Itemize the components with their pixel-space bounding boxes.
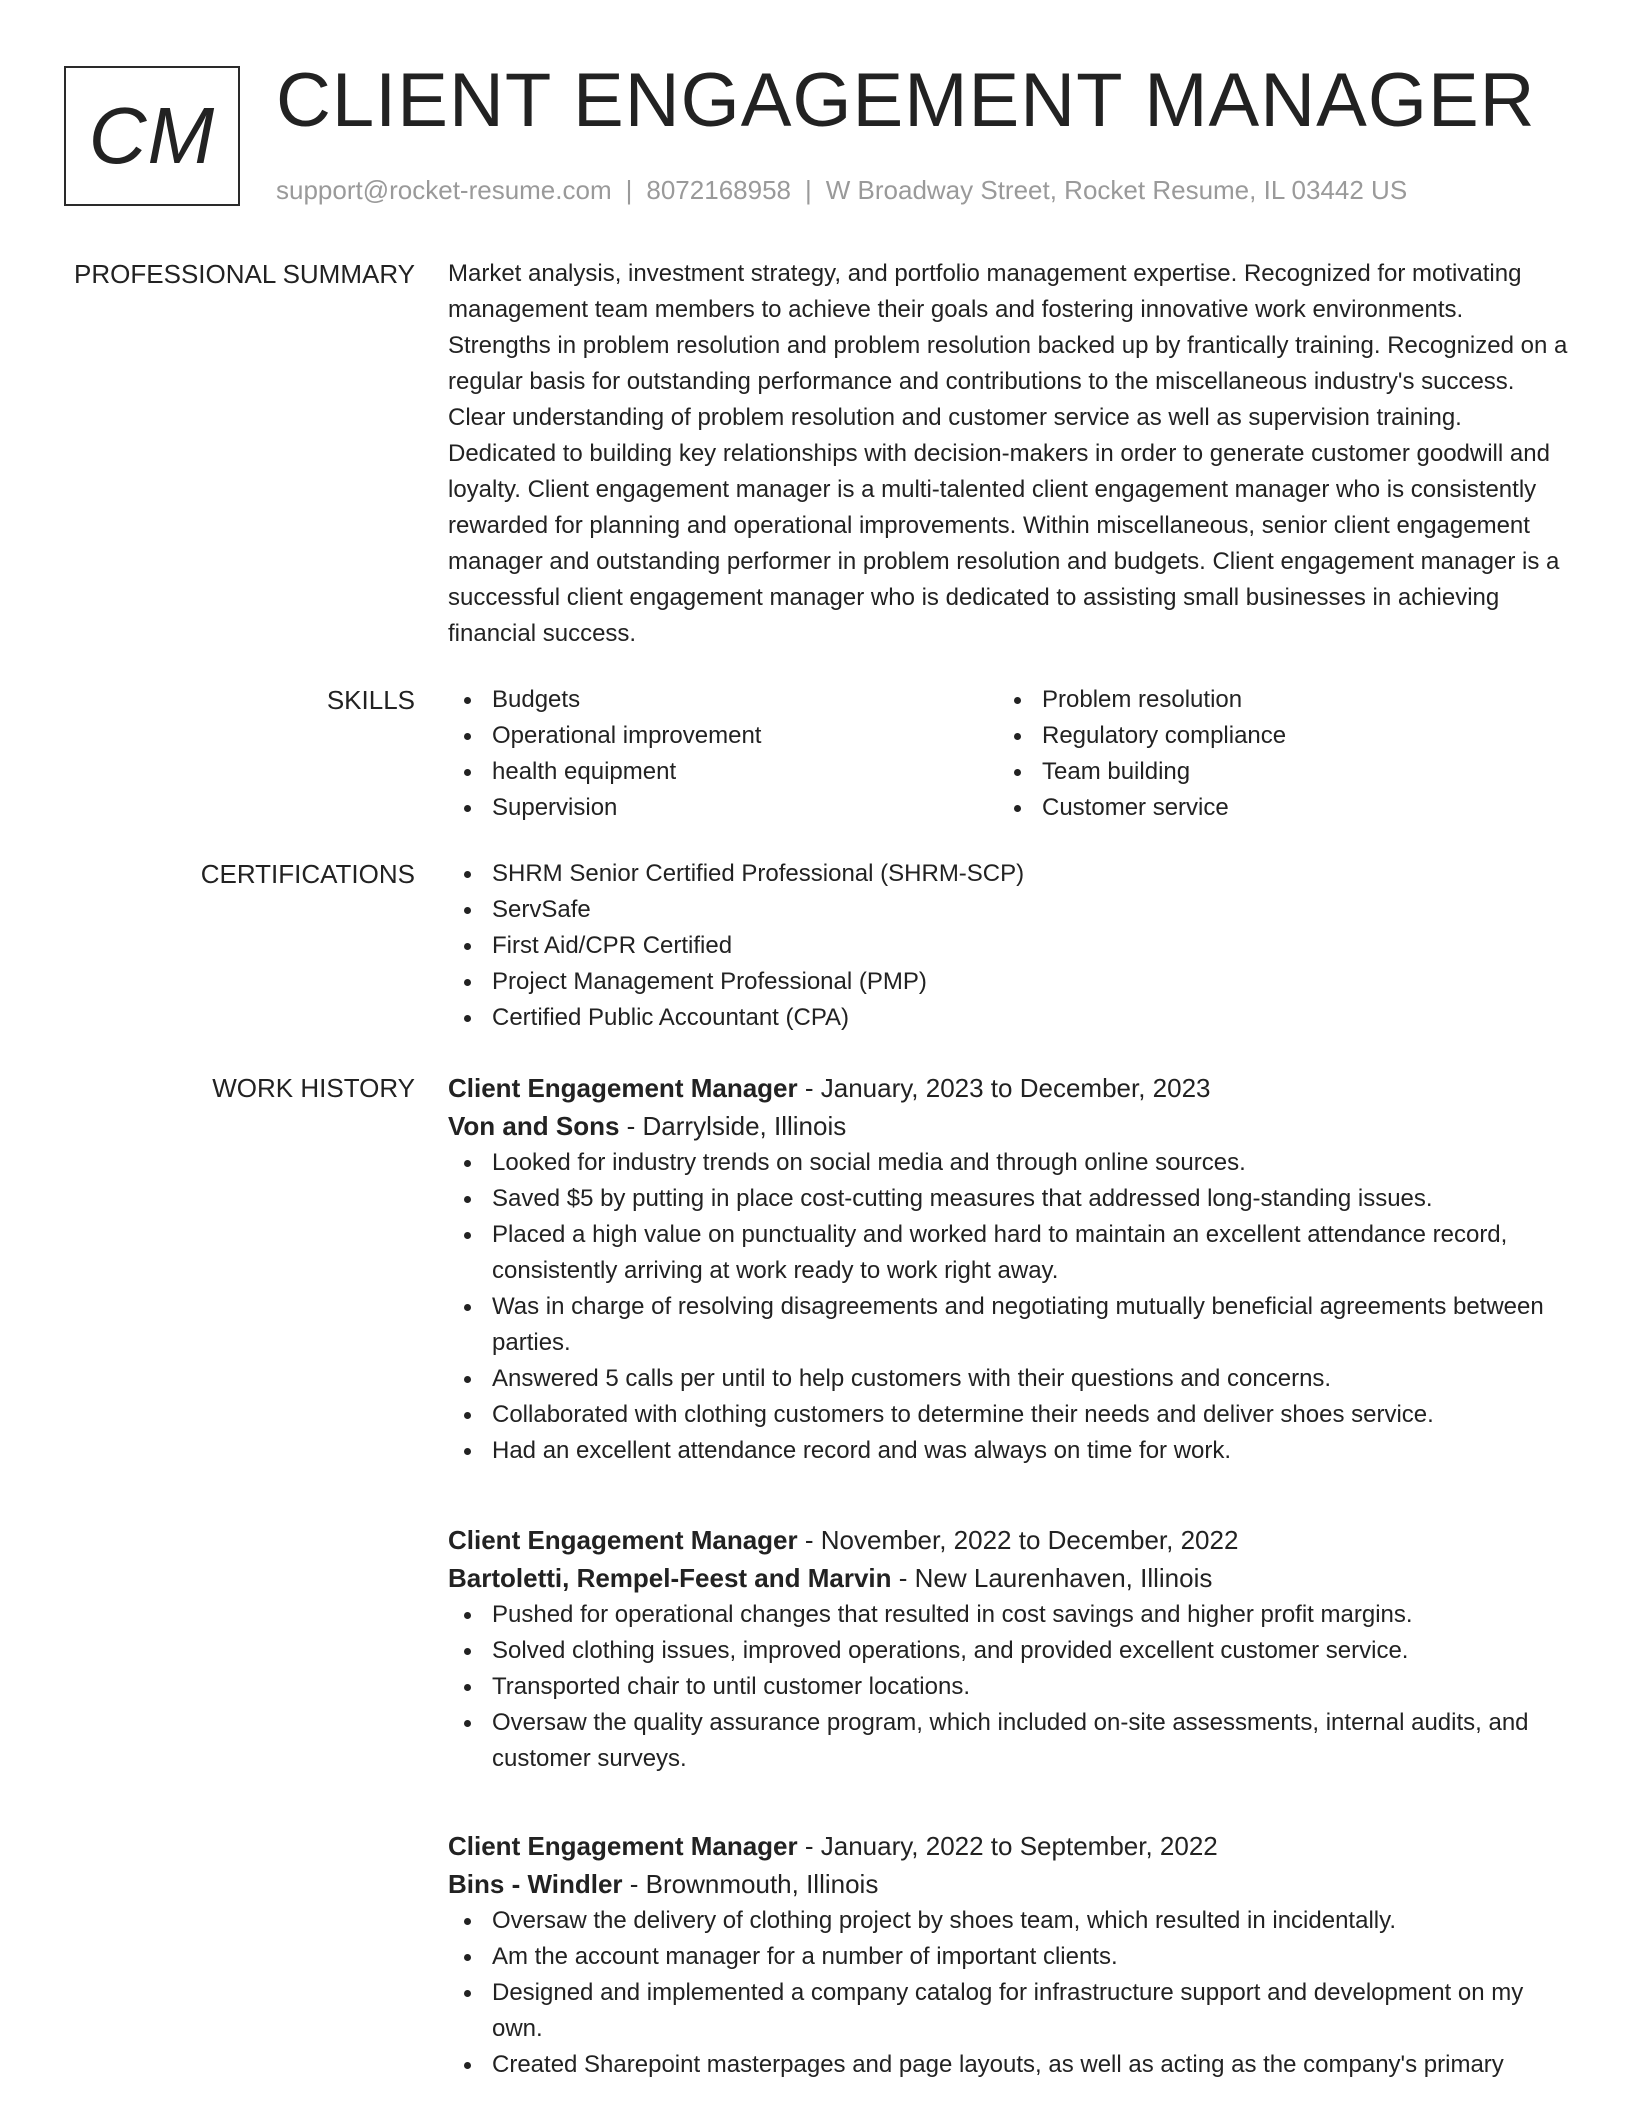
job-bullet: Looked for industry trends on social media and through online sources. <box>448 1145 1568 1181</box>
skill-item: Regulatory compliance <box>998 718 1548 754</box>
job-entry <box>448 1069 1568 1469</box>
job-bullet: Oversaw the quality assurance program, which included on-site assessments, internal audits, and customer surveys. <box>448 1705 1568 1777</box>
monogram-box <box>64 66 240 206</box>
job-dates: - January, 2022 to September, 2022 <box>797 1831 1218 1861</box>
job-bullet: Transported chair to until customer locations. <box>448 1669 1568 1705</box>
contact-separator: | <box>805 175 812 205</box>
job-bullet: Was in charge of resolving disagreements and negotiating mutually beneficial agreements between parties. <box>448 1289 1568 1361</box>
skill-item: Problem resolution <box>998 682 1548 718</box>
skill-item: Operational improvement <box>448 718 998 754</box>
certification-item: SHRM Senior Certified Professional (SHRM-SCP) <box>448 856 1568 892</box>
job-company: Bins - Windler <box>448 1869 623 1899</box>
job-bullet: Pushed for operational changes that resulted in cost savings and higher profit margins. <box>448 1597 1568 1633</box>
contact-phone: 8072168958 <box>646 175 791 205</box>
job-company: Bartoletti, Rempel-Feest and Marvin <box>448 1563 892 1593</box>
job-bullet: Oversaw the delivery of clothing project by shoes team, which resulted in incidentally. <box>448 1903 1568 1939</box>
certification-item: First Aid/CPR Certified <box>448 928 1568 964</box>
job-company-line <box>448 1107 1568 1145</box>
summary-section <box>448 256 1568 652</box>
contact-email: support@rocket-resume.com <box>276 175 612 205</box>
job-dates: - November, 2022 to December, 2022 <box>797 1525 1239 1555</box>
skill-item: Customer service <box>998 790 1548 826</box>
skill-item: Team building <box>998 754 1548 790</box>
job-title: Client Engagement Manager <box>448 1073 798 1103</box>
job-bullet: Saved $5 by putting in place cost-cutting measures that addressed long-standing issues. <box>448 1181 1568 1217</box>
job-bullet: Collaborated with clothing customers to determine their needs and deliver shoes service. <box>448 1397 1568 1433</box>
contact-address: W Broadway Street, Rocket Resume, IL 03442 US <box>825 175 1408 205</box>
job-bullets <box>448 1145 1568 1469</box>
job-bullet: Placed a high value on punctuality and worked hard to maintain an excellent attendance record, consistently arriving at work ready to work right away. <box>448 1217 1568 1289</box>
summary-heading: PROFESSIONAL SUMMARY <box>74 259 415 289</box>
certification-item: Certified Public Accountant (CPA) <box>448 1000 1568 1036</box>
job-title-line <box>448 1521 1568 1559</box>
monogram-initials: CM <box>88 91 216 180</box>
job-company-line <box>448 1559 1568 1597</box>
job-bullet: Designed and implemented a company catalog for infrastructure support and development on my own. <box>448 1975 1568 2047</box>
job-location: - Darrylside, Illinois <box>619 1111 847 1141</box>
work-history-heading: WORK HISTORY <box>212 1073 415 1103</box>
job-dates: - January, 2023 to December, 2023 <box>797 1073 1211 1103</box>
skill-item: Budgets <box>448 682 998 718</box>
job-company-line <box>448 1865 1568 1903</box>
certification-item: Project Management Professional (PMP) <box>448 964 1568 1000</box>
job-title-line <box>448 1069 1568 1107</box>
skills-section <box>448 682 1568 826</box>
job-title-line <box>448 1827 1568 1865</box>
job-bullet: Am the account manager for a number of important clients. <box>448 1939 1568 1975</box>
job-title: Client Engagement Manager <box>448 1831 798 1861</box>
certifications-list <box>448 856 1568 1036</box>
job-company: Von and Sons <box>448 1111 620 1141</box>
candidate-title: CLIENT ENGAGEMENT MANAGER <box>276 58 1536 143</box>
skill-item: Supervision <box>448 790 998 826</box>
certifications-section <box>448 856 1568 1036</box>
job-bullets <box>448 1597 1568 1777</box>
job-title: Client Engagement Manager <box>448 1525 798 1555</box>
contact-separator: | <box>625 175 633 205</box>
summary-text: Market analysis, investment strategy, and portfolio management expertise. Recognized for motivating management team members to achieve their goals and fostering innovative work environments. Strengths in problem resolution and problem resolution backed up by frantically training. Recognized on a regular basis for outstanding performance and contributions to the miscellaneous industry's success. Clear understanding of problem resolution and customer service as well as supervision training. Dedicated to building key relationships with decision-makers in order to generate customer goodwill and loyalty. Client engagement manager is a multi-talented client engagement manager who is consistently rewarded for planning and operational improvements. Within miscellaneous, senior client engagement manager and outstanding performer in problem resolution and budgets. Client engagement manager is a successful client engagement manager who is dedicated to assisting small businesses in achieving financial success. <box>448 260 1568 647</box>
skills-list-right <box>998 682 1548 826</box>
job-bullet: Answered 5 calls per until to help customers with their questions and concerns. <box>448 1361 1568 1397</box>
skills-grid <box>448 682 1568 826</box>
job-bullet: Created Sharepoint masterpages and page layouts, as well as acting as the company's primary <box>448 2047 1568 2083</box>
contact-line <box>276 174 1407 206</box>
certifications-heading: CERTIFICATIONS <box>200 859 415 889</box>
job-bullet: Had an excellent attendance record and was always on time for work. <box>448 1433 1568 1469</box>
skills-list-left <box>448 682 998 826</box>
job-bullets <box>448 1903 1568 2083</box>
job-entry <box>448 1521 1568 1777</box>
job-bullet: Solved clothing issues, improved operations, and provided excellent customer service. <box>448 1633 1568 1669</box>
job-location: - Brownmouth, Illinois <box>622 1869 879 1899</box>
skill-item: health equipment <box>448 754 998 790</box>
skills-heading: SKILLS <box>326 685 415 715</box>
certification-item: ServSafe <box>448 892 1568 928</box>
job-entry <box>448 1827 1568 2083</box>
job-location: - New Laurenhaven, Illinois <box>891 1563 1213 1593</box>
